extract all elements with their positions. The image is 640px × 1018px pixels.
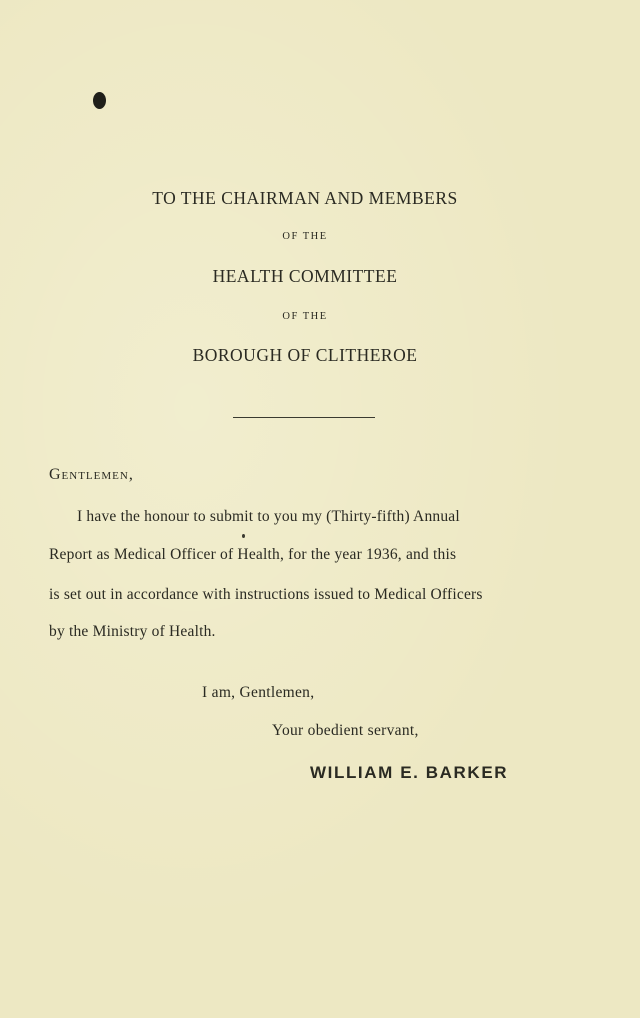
- salutation: Gentlemen,: [49, 466, 134, 483]
- body-line-1: I have the honour to submit to you my (Thirty-fifth) Annual: [77, 508, 460, 525]
- closing-line-1: I am, Gentlemen,: [202, 684, 315, 701]
- ink-speck: [242, 534, 245, 538]
- heading-of-the-1: OF THE: [282, 231, 328, 242]
- body-line-2: Report as Medical Officer of Health, for the year 1936, and this: [49, 546, 457, 563]
- heading-of-the-2: OF THE: [282, 311, 328, 322]
- heading-borough: BOROUGH OF CLITHEROE: [192, 345, 418, 365]
- closing-line-2: Your obedient servant,: [272, 722, 419, 739]
- heading-addressee: TO THE CHAIRMAN AND MEMBERS: [152, 188, 458, 208]
- body-line-4: by the Ministry of Health.: [49, 623, 216, 640]
- divider-rule: [233, 417, 375, 418]
- ink-blot-mark: [93, 92, 106, 109]
- heading-committee: HEALTH COMMITTEE: [212, 266, 398, 286]
- signature: WILLIAM E. BARKER: [310, 763, 509, 782]
- body-line-3: is set out in accordance with instructions issued to Medical Officers: [49, 586, 483, 603]
